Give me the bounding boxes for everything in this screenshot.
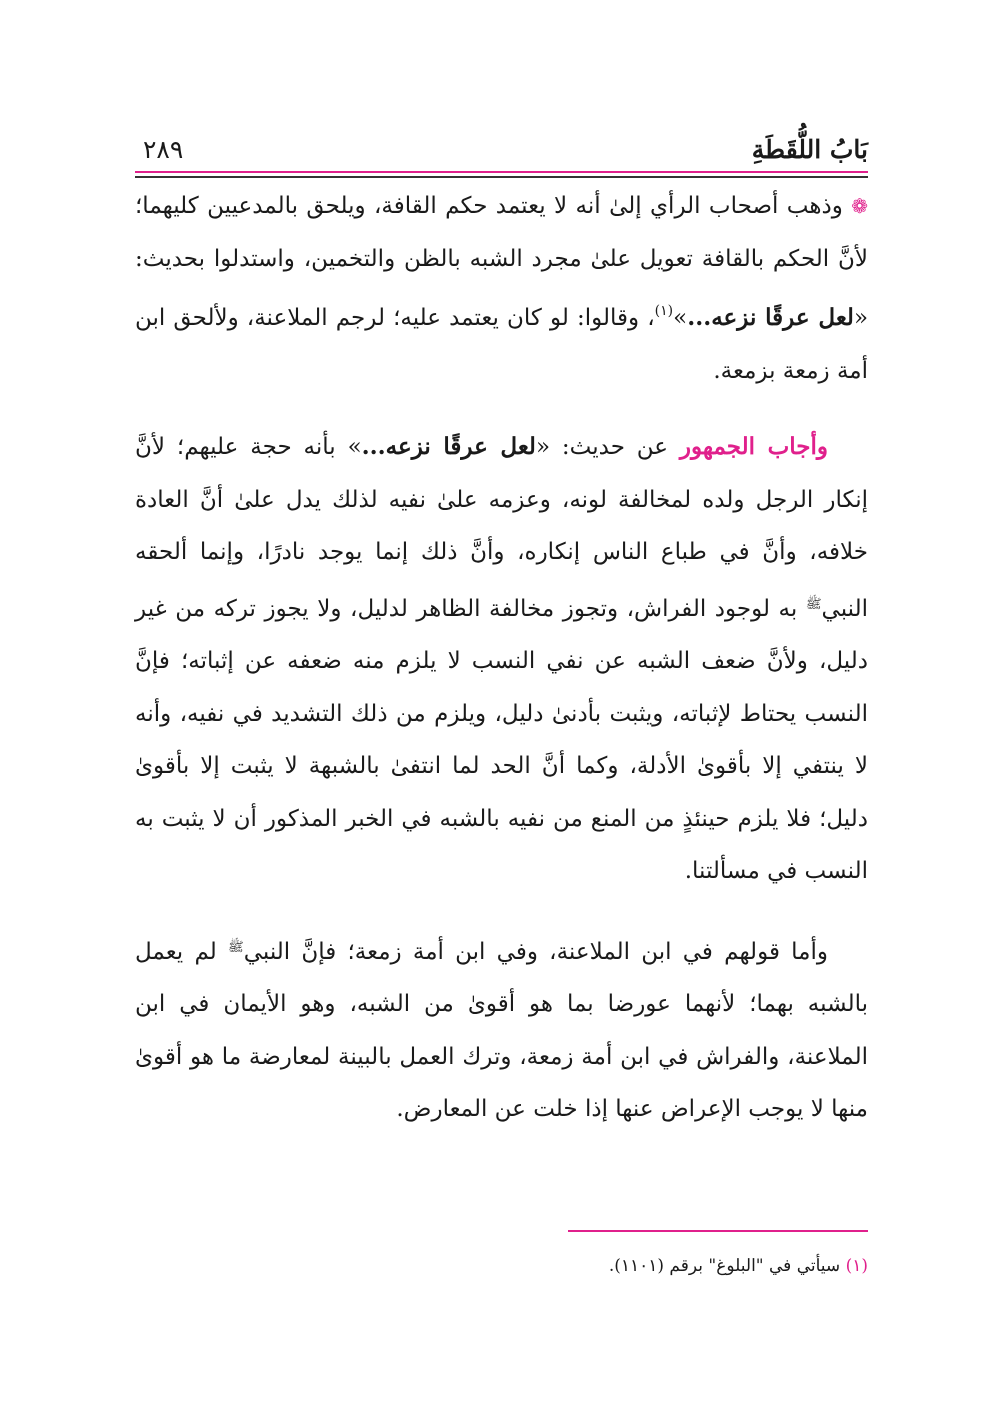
paragraph-2-text-a: عن حديث: « — [535, 434, 680, 460]
paragraph-2-text-b: » بأنه حجة عليهم؛ لأنَّ إنكار الرجل ولده لمخالفة لونه، وعزمه علىٰ نفيه لذلك يدل علىٰ أنَّ العادة خلافه، وأنَّ في طباع الناس إنكاره، وأنَّ ذلك إنما يوجد نادرًا، وإنما ألحقه النبي — [135, 434, 868, 622]
footnote-text: سيأتي في "البلوغ" برقم (١١٠١). — [608, 1256, 846, 1276]
paragraph-1-text-c: ، وقالوا: لو كان يعتمد عليه؛ لرجم الملاعنة، ولألحق ابن أمة زمعة بزمعة. — [135, 305, 868, 384]
paragraph-1-text-b: » — [673, 305, 688, 331]
paragraph-2 — [135, 421, 868, 898]
honorific-glyph: ﷺ — [805, 596, 822, 612]
hadith-quote: لعل عرقًا نزعه... — [687, 304, 854, 331]
paragraph-3-text-b: لم يعمل بالشبه بهما؛ لأنهما عورضا بما هو أقوىٰ من الشبه، وهو الأيمان في ابن الملاعنة، والفراش في ابن أمة زمعة، وترك العمل بالبينة لمعارضة ما هو أقوىٰ منها لا يوجب الإعراض عنها إذا خلت عن المعارض. — [135, 938, 868, 1122]
header-rule-black — [135, 176, 868, 178]
header-rule-pink — [135, 171, 868, 173]
paragraph-3 — [135, 922, 868, 1136]
highlighted-phrase: وأجاب الجمهور — [679, 433, 829, 460]
footnote-reference: (١) — [654, 303, 674, 319]
footnote — [368, 1252, 868, 1280]
honorific-glyph: ﷺ — [227, 939, 244, 955]
page-number: ٢٨٩ — [143, 135, 184, 164]
flower-ornament-icon: ❁ — [851, 194, 868, 218]
page-header — [135, 132, 868, 168]
main-text — [135, 180, 868, 1136]
paragraph-2-text-c: به لوجود الفراش، وتجوز مخالفة الظاهر لدليل، ولا يجوز تركه من غير دليل، ولأنَّ ضعف الشبه عن نفي النسب لا يلزم منه ضعفه عن إثباته؛ فإنَّ النسب يحتاط لإثباته، ويثبت بأدنىٰ دليل، ويلزم من ذلك التشديد في نفيه، وأنه لا ينتفي إلا بأقوىٰ الأدلة، وكما أنَّ الحد لما انتفىٰ بالشبهة لا يثبت إلا بأقوىٰ دليل؛ فلا يلزم حينئذٍ من المنع من نفيه بالشبه في الخبر المذكور أن لا يثبت به النسب في مسألتنا. — [135, 595, 868, 884]
paragraph-1 — [135, 180, 868, 397]
paragraph-3-text-a: وأما قولهم في ابن الملاعنة، وفي ابن أمة زمعة؛ فإنَّ النبي — [243, 938, 828, 965]
footnote-number: (١) — [845, 1256, 868, 1276]
footnote-separator — [568, 1230, 868, 1232]
paragraph-1-text-a: وذهب أصحاب الرأي إلىٰ أنه لا يعتمد حكم القافة، ويلحق بالمدعيين كليهما؛ لأنَّ الحكم بالقافة تعويل علىٰ مجرد الشبه بالظن والتخمين، واستدلوا بحديث: « — [135, 193, 869, 331]
chapter-title: بَابُ اللُّقَطَةِ — [751, 135, 868, 164]
hadith-quote: لعل عرقًا نزعه... — [361, 433, 536, 460]
